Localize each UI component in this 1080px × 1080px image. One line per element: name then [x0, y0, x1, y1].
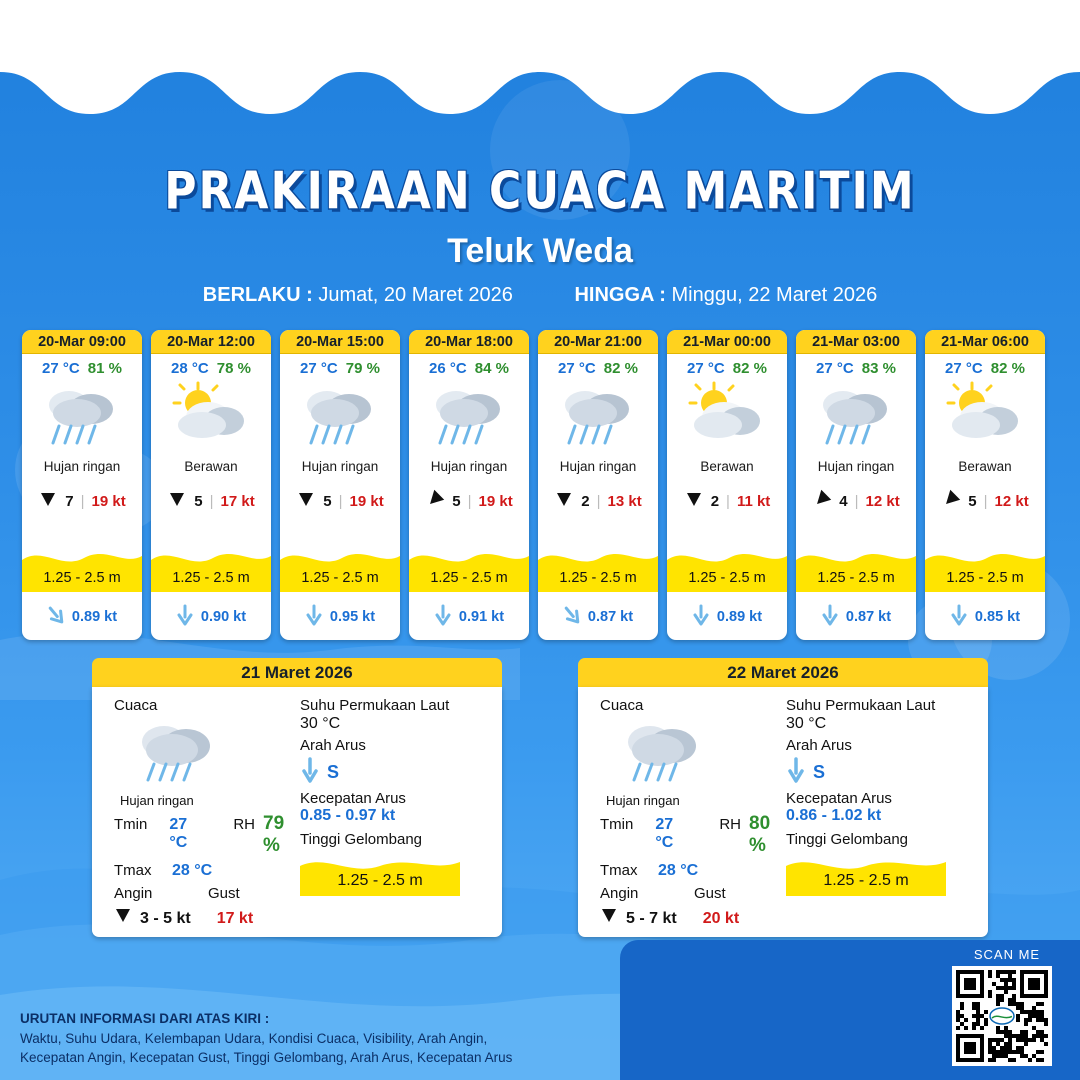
valid-from-group	[203, 284, 513, 307]
card-temp-hum	[816, 360, 896, 377]
card-current-speed: 0.85 kt	[974, 609, 1021, 625]
card-humidity: 82 %	[732, 360, 767, 377]
card-wind	[812, 490, 899, 512]
footer-note	[0, 970, 600, 1080]
card-current-speed: 0.89 kt	[716, 609, 763, 625]
kec-label-2: Kecepatan Arus	[786, 790, 892, 807]
hourly-card	[538, 330, 658, 640]
card-wind	[941, 490, 1028, 512]
legend-line-2: Kecepatan Angin, Kecepatan Gust, Tinggi Gelombang, Arah Arus, Kecepatan Arus	[20, 1050, 513, 1066]
rain-icon	[813, 379, 899, 457]
qr-code-icon[interactable]	[952, 966, 1052, 1066]
angin-value-1: 3 - 5 kt	[140, 910, 191, 927]
card-temp: 28 °C	[171, 360, 209, 377]
angin-row-2	[600, 885, 790, 902]
wind-arrow-icon	[38, 490, 58, 512]
current-arrow-icon	[305, 604, 323, 630]
wind-arrow-icon	[812, 490, 832, 512]
daily-body-2	[578, 687, 988, 937]
sst-label-1: Suhu Permukaan Laut	[300, 697, 450, 714]
card-wind	[425, 490, 512, 512]
current-arrow-icon	[434, 604, 452, 630]
card-current	[151, 604, 271, 630]
header-scallop	[0, 62, 1080, 122]
kec-value-1: 0.85 - 0.97 kt	[300, 807, 396, 824]
card-current	[538, 604, 658, 630]
card-humidity: 82 %	[603, 360, 638, 377]
daily-right-col-1	[300, 697, 495, 896]
divider: |	[338, 492, 343, 510]
card-time: 20-Mar 21:00	[538, 330, 658, 354]
card-wind-speed: 13 kt	[607, 492, 642, 510]
card-wind-speed: 12 kt	[994, 492, 1029, 510]
daily-right-col-2	[786, 697, 981, 896]
arus-label-2: Arah Arus	[786, 737, 852, 754]
wind-arrow-icon	[684, 490, 704, 512]
wind-arrow-icon	[425, 490, 445, 512]
rain-icon	[128, 716, 304, 793]
tmax-row-1	[114, 862, 304, 880]
card-humidity: 83 %	[861, 360, 896, 377]
arus-row-1	[300, 757, 495, 788]
card-wind-speed: 19 kt	[478, 492, 513, 510]
arus-dir-2: S	[813, 762, 826, 782]
hourly-card	[409, 330, 529, 640]
legend-text	[20, 1009, 512, 1068]
card-wave-height: 1.25 - 2.5 m	[43, 570, 121, 586]
hourly-card	[151, 330, 271, 640]
card-humidity: 81 %	[87, 360, 122, 377]
card-time: 21-Mar 03:00	[796, 330, 916, 354]
card-time: 21-Mar 06:00	[925, 330, 1045, 354]
card-wind	[38, 490, 125, 512]
gelombang-label-2: Tinggi Gelombang	[786, 831, 909, 848]
card-wind-scale: 5	[194, 492, 203, 510]
card-wave-height: 1.25 - 2.5 m	[817, 570, 895, 586]
card-humidity: 84 %	[474, 360, 509, 377]
angin-row-1	[114, 885, 304, 902]
card-humidity: 79 %	[345, 360, 380, 377]
wind-arrow-icon	[114, 907, 132, 928]
partly-cloudy-icon	[942, 379, 1028, 457]
validity-row	[0, 284, 1080, 307]
card-wind	[684, 490, 771, 512]
wind-arrow-icon	[167, 490, 187, 512]
card-temp-hum	[558, 360, 638, 377]
kec-label-1: Kecepatan Arus	[300, 790, 406, 807]
card-wave-height: 1.25 - 2.5 m	[301, 570, 379, 586]
current-arrow-icon	[950, 604, 968, 630]
legend-title: URUTAN INFORMASI DARI ATAS KIRI :	[20, 1011, 270, 1027]
scan-block[interactable]	[952, 947, 1062, 1066]
card-humidity: 78 %	[216, 360, 251, 377]
card-temp: 27 °C	[816, 360, 854, 377]
card-current-speed: 0.90 kt	[200, 609, 247, 625]
card-wind-scale: 5	[323, 492, 332, 510]
card-temp-hum	[429, 360, 509, 377]
card-current-speed: 0.91 kt	[458, 609, 505, 625]
card-current	[796, 604, 916, 630]
card-condition: Berawan	[958, 459, 1012, 474]
card-current	[280, 604, 400, 630]
current-arrow-icon	[786, 757, 806, 788]
daily-panel-day1	[92, 658, 502, 937]
cuaca-label-2: Cuaca	[600, 697, 644, 714]
sst-label-2: Suhu Permukaan Laut	[786, 697, 936, 714]
card-current	[409, 604, 529, 630]
gust-label-2: Gust	[694, 885, 726, 902]
tmin-value-1: 27 °C	[169, 816, 188, 851]
card-temp: 27 °C	[42, 360, 80, 377]
wind-arrow-icon	[554, 490, 574, 512]
card-wave-height: 1.25 - 2.5 m	[946, 570, 1024, 586]
card-wind-speed: 19 kt	[349, 492, 384, 510]
tmax-row-2	[600, 862, 790, 880]
card-current	[22, 604, 142, 630]
location-title: Teluk Weda	[447, 232, 633, 270]
card-temp: 27 °C	[945, 360, 983, 377]
card-condition: Berawan	[700, 459, 754, 474]
rain-icon	[426, 379, 512, 457]
wave-chip-2	[786, 852, 946, 896]
current-arrow-icon	[563, 604, 581, 630]
card-wind-scale: 2	[710, 492, 720, 510]
hourly-forecast-list	[22, 330, 1060, 640]
angin-value-2: 5 - 7 kt	[626, 910, 677, 927]
card-wind	[296, 490, 383, 512]
sst-value-1: 30 °C	[300, 715, 341, 732]
gust-value-2: 20 kt	[702, 910, 740, 927]
hourly-card	[280, 330, 400, 640]
card-wind-scale: 5	[452, 492, 461, 510]
angin-value-row-1	[114, 907, 304, 928]
rain-icon	[614, 716, 790, 793]
partly-cloudy-icon	[684, 379, 770, 457]
daily-body-1	[92, 687, 502, 937]
current-arrow-icon	[821, 604, 839, 630]
legend-line-1: Waktu, Suhu Udara, Kelembapan Udara, Kondisi Cuaca, Visibility, Arah Angin,	[20, 1030, 488, 1046]
card-time: 20-Mar 18:00	[409, 330, 529, 354]
divider: |	[80, 492, 85, 510]
daily-left-col-2	[600, 697, 790, 928]
card-current-speed: 0.89 kt	[71, 609, 118, 625]
card-condition: Berawan	[184, 459, 238, 474]
current-arrow-icon	[300, 757, 320, 788]
card-temp-hum	[171, 360, 251, 377]
divider: |	[209, 492, 214, 510]
daily-cond-1: Hujan ringan	[120, 793, 194, 808]
valid-to-value: Minggu, 22 Maret 2026	[671, 284, 878, 306]
wind-arrow-icon	[941, 490, 961, 512]
wind-arrow-icon	[296, 490, 316, 512]
card-temp-hum	[945, 360, 1025, 377]
partly-cloudy-icon	[168, 379, 254, 457]
card-time: 20-Mar 09:00	[22, 330, 142, 354]
arus-dir-1: S	[327, 762, 340, 782]
divider: |	[467, 492, 472, 510]
tmax-label-1: Tmax	[114, 862, 152, 879]
card-current-speed: 0.95 kt	[329, 609, 376, 625]
kec-value-2: 0.86 - 1.02 kt	[786, 807, 882, 824]
gust-value-1: 17 kt	[216, 910, 254, 927]
rh-value-2: 80 %	[749, 813, 771, 856]
hourly-card	[925, 330, 1045, 640]
card-condition: Hujan ringan	[559, 459, 637, 474]
gust-label-1: Gust	[208, 885, 240, 902]
rh-value-1: 79 %	[263, 813, 285, 856]
card-wave-height: 1.25 - 2.5 m	[688, 570, 766, 586]
card-wave-height: 1.25 - 2.5 m	[172, 570, 250, 586]
rain-icon	[39, 379, 125, 457]
daily-date-1: 21 Maret 2026	[92, 658, 502, 687]
card-current-speed: 0.87 kt	[587, 609, 634, 625]
card-wind-speed: 11 kt	[736, 492, 771, 510]
card-wind-speed: 17 kt	[220, 492, 255, 510]
card-condition: Hujan ringan	[430, 459, 508, 474]
card-current	[667, 604, 787, 630]
hourly-card	[22, 330, 142, 640]
card-temp: 27 °C	[687, 360, 725, 377]
gelombang-value-2: 1.25 - 2.5 m	[823, 872, 909, 889]
valid-to-label: HINGGA :	[574, 284, 666, 306]
angin-label-1: Angin	[114, 885, 153, 902]
sst-value-2: 30 °C	[786, 715, 827, 732]
tmin-label-2: Tmin	[600, 816, 634, 833]
daily-date-2: 22 Maret 2026	[578, 658, 988, 687]
card-time: 20-Mar 15:00	[280, 330, 400, 354]
card-wind-scale: 4	[839, 492, 848, 510]
card-temp-hum	[42, 360, 122, 377]
valid-from-label: BERLAKU :	[202, 284, 313, 306]
tmax-value-1: 28 °C	[172, 862, 213, 879]
cuaca-label-1: Cuaca	[114, 697, 158, 714]
divider: |	[726, 492, 730, 510]
arus-label-1: Arah Arus	[300, 737, 366, 754]
rain-icon	[555, 379, 641, 457]
card-wave-height: 1.25 - 2.5 m	[430, 570, 508, 586]
card-temp: 27 °C	[558, 360, 596, 377]
scan-me-label: SCAN ME	[973, 947, 1041, 962]
card-condition: Hujan ringan	[817, 459, 895, 474]
card-wind-scale: 2	[581, 492, 590, 510]
card-current	[925, 604, 1045, 630]
card-condition: Hujan ringan	[301, 459, 379, 474]
current-arrow-icon	[176, 604, 194, 630]
tmin-label-1: Tmin	[114, 816, 148, 833]
current-arrow-icon	[692, 604, 710, 630]
tmax-value-2: 28 °C	[658, 862, 699, 879]
divider: |	[596, 492, 601, 510]
wind-arrow-icon	[600, 907, 618, 928]
card-wind-speed: 19 kt	[91, 492, 126, 510]
card-temp-hum	[687, 360, 767, 377]
current-arrow-icon	[47, 604, 65, 630]
card-wind-scale: 5	[968, 492, 977, 510]
valid-to-group	[574, 284, 877, 307]
card-temp-hum	[300, 360, 380, 377]
card-wind	[554, 490, 641, 512]
angin-value-row-2	[600, 907, 790, 928]
angin-label-2: Angin	[600, 885, 639, 902]
tmin-row-2	[600, 813, 790, 857]
arus-row-2	[786, 757, 981, 788]
wave-chip-1	[300, 852, 460, 896]
card-temp: 26 °C	[429, 360, 467, 377]
card-wind-scale: 7	[65, 492, 74, 510]
card-temp: 27 °C	[300, 360, 338, 377]
daily-left-col-1	[114, 697, 304, 928]
rh-label-2: RH	[719, 816, 742, 833]
gelombang-value-1: 1.25 - 2.5 m	[337, 872, 423, 889]
tmin-value-2: 27 °C	[655, 816, 674, 851]
gelombang-label-1: Tinggi Gelombang	[300, 831, 423, 848]
card-wind-speed: 12 kt	[865, 492, 900, 510]
card-current-speed: 0.87 kt	[845, 609, 892, 625]
card-condition: Hujan ringan	[43, 459, 121, 474]
daily-cond-2: Hujan ringan	[606, 793, 680, 808]
tmin-row-1	[114, 813, 304, 857]
card-time: 20-Mar 12:00	[151, 330, 271, 354]
rh-label-1: RH	[233, 816, 256, 833]
hourly-card	[796, 330, 916, 640]
tmax-label-2: Tmax	[600, 862, 638, 879]
card-wave-height: 1.25 - 2.5 m	[559, 570, 637, 586]
card-wind	[167, 490, 254, 512]
valid-from-value: Jumat, 20 Maret 2026	[318, 284, 513, 306]
card-time: 21-Mar 00:00	[667, 330, 787, 354]
hourly-card	[667, 330, 787, 640]
page-title: PRAKIRAAN CUACA MARITIM	[164, 161, 916, 222]
header-band	[0, 0, 1080, 70]
card-humidity: 82 %	[990, 360, 1025, 377]
rain-icon	[297, 379, 383, 457]
daily-panel-day2	[578, 658, 988, 937]
divider: |	[854, 492, 859, 510]
divider: |	[983, 492, 988, 510]
